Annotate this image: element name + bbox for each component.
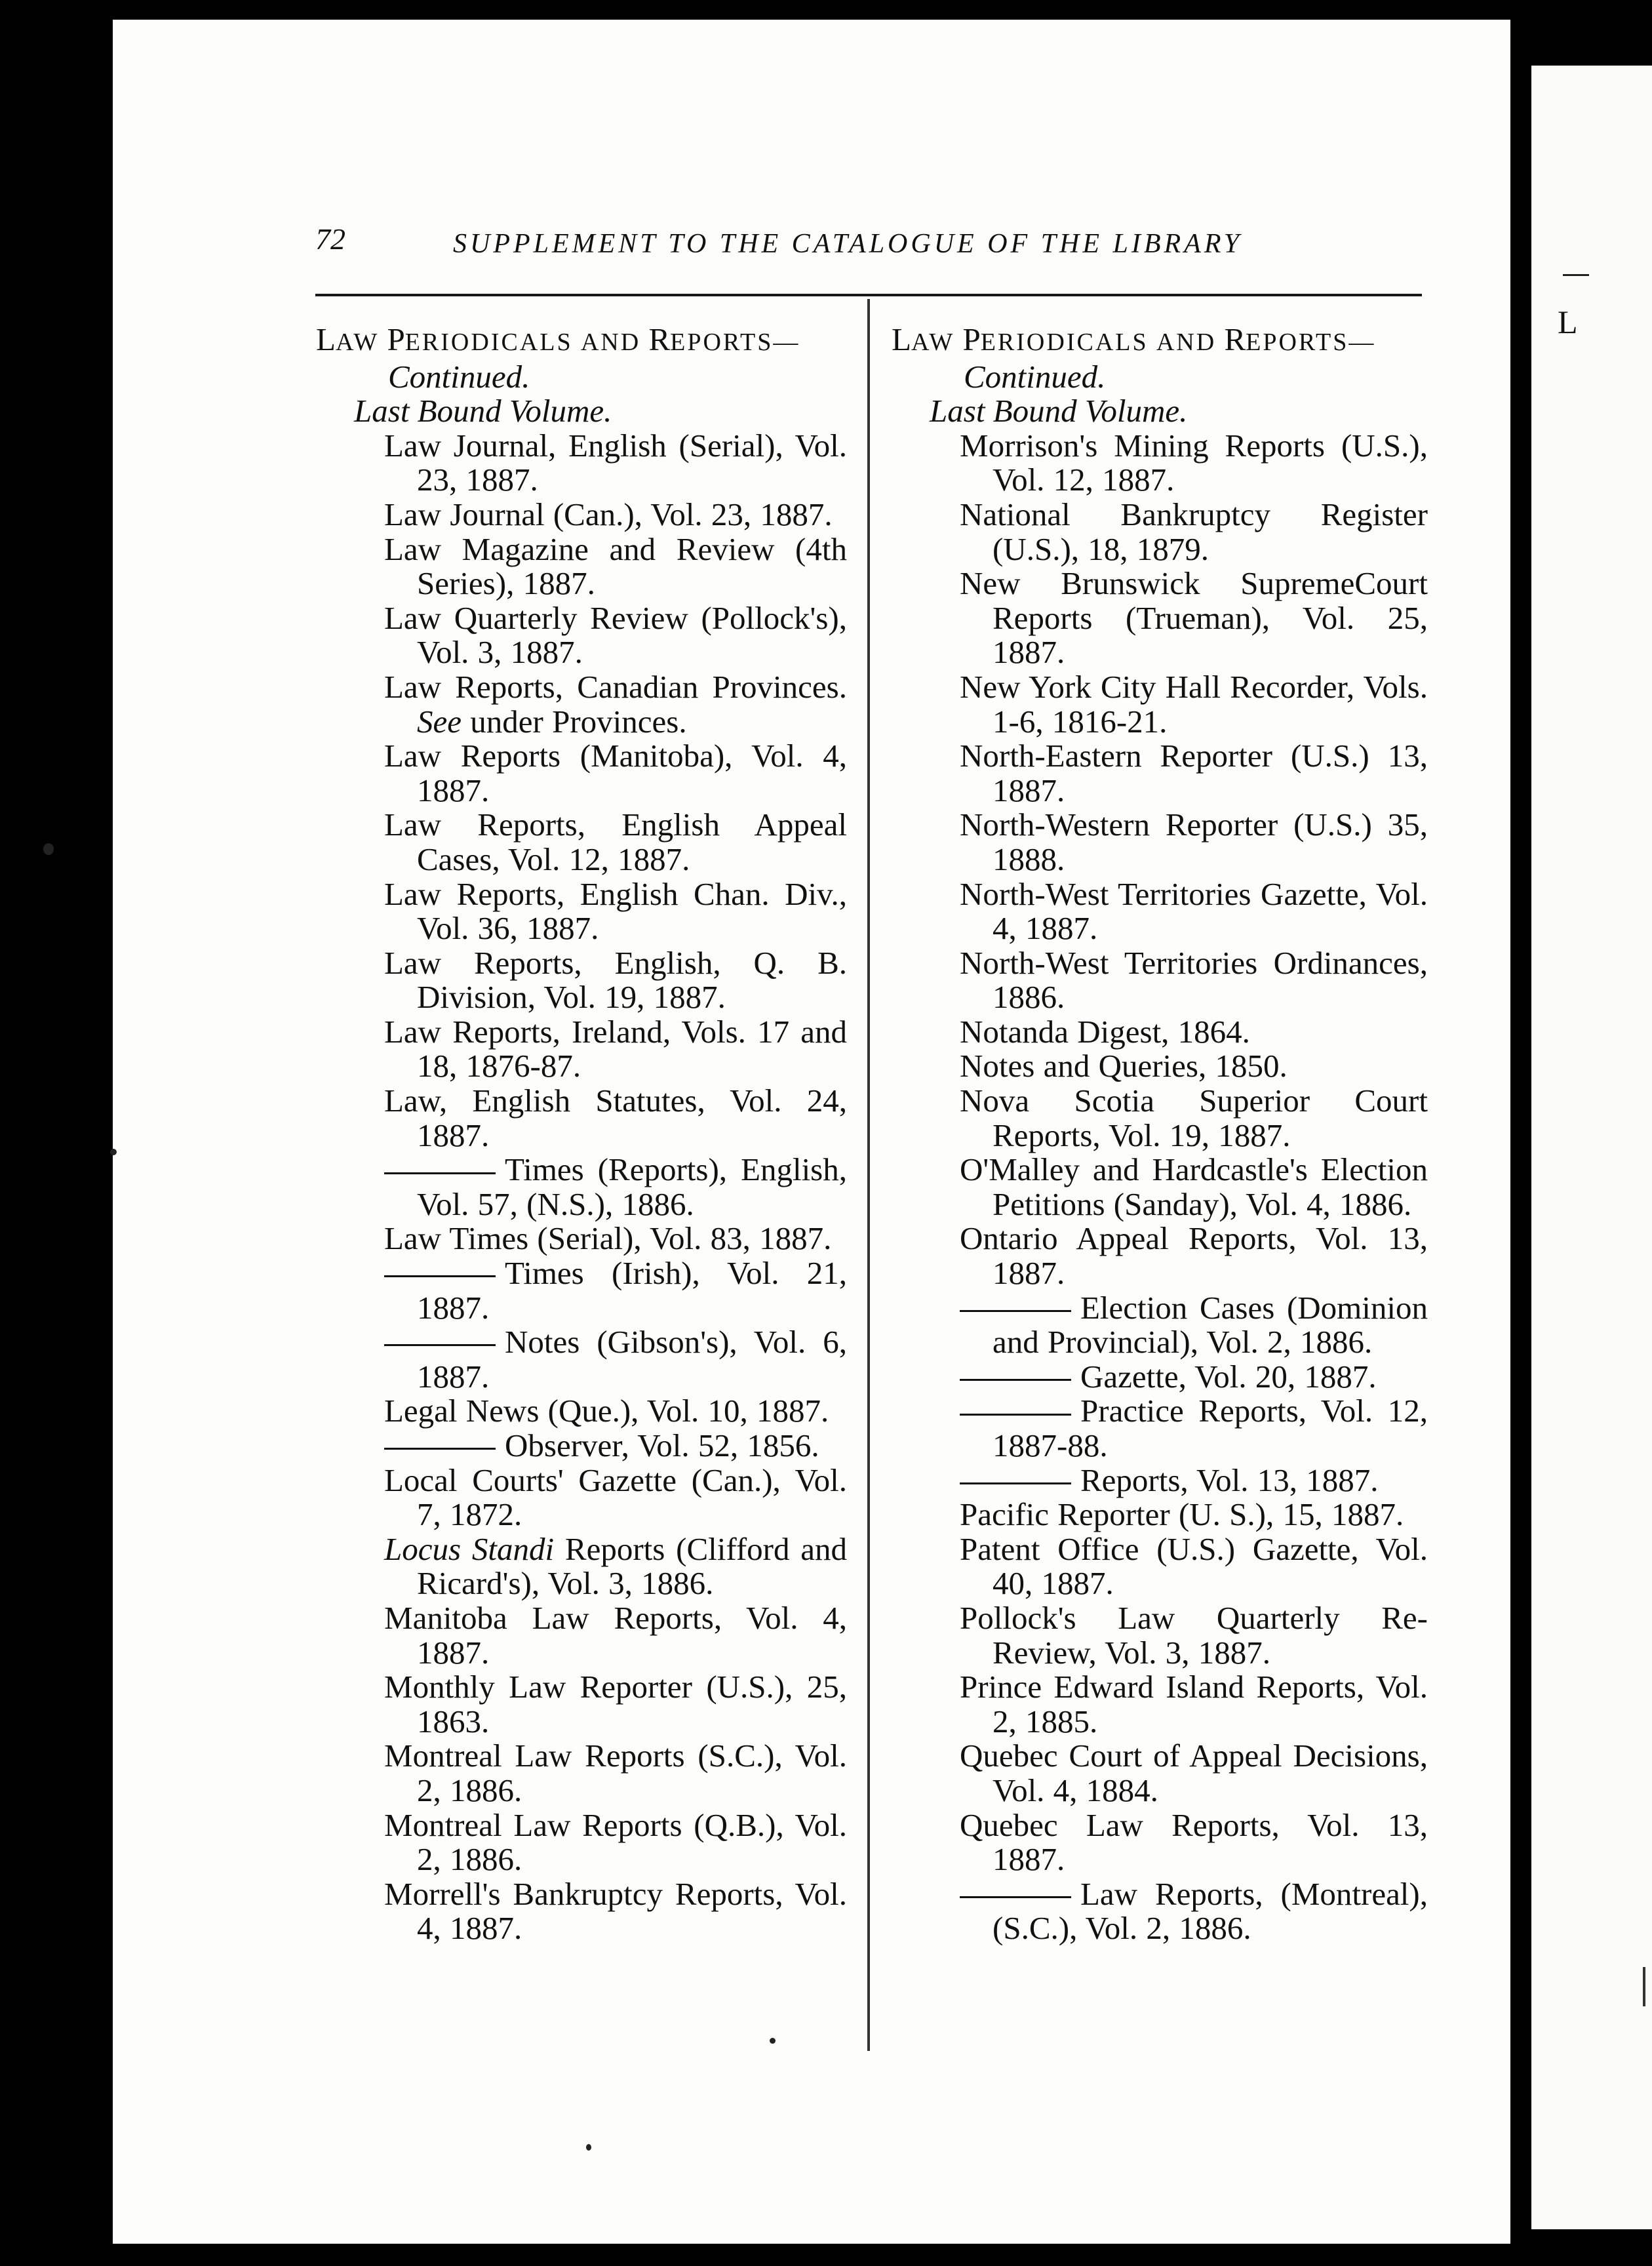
column-divider <box>867 299 870 2051</box>
entry-text: Law Reports, Canadian Provinces. See under Provinces. <box>384 668 847 740</box>
catalogue-entry: Pacific Reporter (U. S.), 15, 1887. <box>960 1496 1404 1533</box>
catalogue-entry: Law Reports (Manitoba), Vol. 4, 1887. <box>384 738 847 808</box>
page-number: 72 <box>315 222 345 256</box>
catalogue-entry: Pollock's Law Quarterly Re-Review, Vol. 3, 1887. <box>960 1599 1428 1671</box>
see-reference: See <box>417 703 462 740</box>
ditto-dash <box>960 1379 1071 1381</box>
catalogue-entry: Manitoba Law Reports, Vol. 4, 1887. <box>384 1599 847 1671</box>
catalogue-entry-ditto <box>316 1256 847 1325</box>
catalogue-entry: Morrell's Bankruptcy Reports, Vol. 4, 1887. <box>384 1875 847 1947</box>
catalogue-entry: O'Malley and Hardcastle's Election Petitions (Sanday), Vol. 4, 1886. <box>960 1151 1428 1222</box>
section-continued: Continued. <box>964 358 1106 395</box>
catalogue-entry-ditto <box>892 1394 1428 1463</box>
ditto-dash <box>384 1344 496 1346</box>
right-column <box>892 323 1428 1946</box>
catalogue-entry: Quebec Court of Appeal Decisions, Vol. 4, 1884. <box>960 1738 1428 1808</box>
catalogue-entry-ditto <box>892 1877 1428 1946</box>
running-head: SUPPLEMENT TO THE CATALOGUE OF THE LIBRARY <box>453 229 1243 259</box>
catalogue-entry: Notes and Queries, 1850. <box>960 1048 1288 1084</box>
catalogue-entry: Montreal Law Reports (S.C.), Vol. 2, 1886. <box>384 1738 847 1808</box>
ink-speck <box>770 2038 776 2044</box>
entry-text: Law Reports, (Montreal), (S.C.), Vol. 2, 1886. <box>993 1875 1428 1947</box>
ink-speck <box>586 2144 591 2151</box>
catalogue-entry: North-Eastern Reporter (U.S.) 13, 1887. <box>960 738 1428 808</box>
left-column <box>316 323 847 1946</box>
catalogue-entry-ditto <box>316 1153 847 1222</box>
ditto-dash <box>960 1896 1071 1898</box>
ditto-dash <box>384 1275 496 1277</box>
catalogue-entry: Law Reports, English Chan. Div., Vol. 36, 1887. <box>384 875 847 947</box>
catalogue-entry-ditto <box>892 1463 1428 1498</box>
entry-text: Practice Reports, Vol. 12, 1887-88. <box>993 1393 1428 1463</box>
catalogue-entry-ditto <box>892 1291 1428 1360</box>
catalogue-entry-locus-standi <box>316 1532 847 1601</box>
catalogue-entry: Prince Edward Island Reports, Vol. 2, 1885. <box>960 1669 1428 1739</box>
subheading: Last Bound Volume. <box>930 393 1188 429</box>
entry-text: Reports (Clifford and Ricard's), Vol. 3, 1886. <box>417 1530 848 1602</box>
catalogue-entry: North-West Territories Gazette, Vol. 4, 1887. <box>960 875 1428 947</box>
entry-text: Times (Reports), English, Vol. 57, (N.S.), 1886. <box>417 1151 847 1222</box>
catalogue-entry: Montreal Law Reports (Q.B.), Vol. 2, 1886. <box>384 1806 847 1878</box>
ditto-dash <box>384 1172 496 1174</box>
catalogue-entry: Law Reports, English Appeal Cases, Vol. 12, 1887. <box>384 806 847 877</box>
catalogue-entry: Law Times (Serial), Vol. 83, 1887. <box>384 1220 832 1257</box>
subheading: Last Bound Volume. <box>354 393 612 429</box>
catalogue-entry-see <box>316 670 847 739</box>
ink-speck <box>43 843 54 855</box>
catalogue-entry: National Bankruptcy Register (U.S.), 18, 1879. <box>960 496 1428 567</box>
catalogue-entry: Quebec Law Reports, Vol. 13, 1887. <box>960 1806 1428 1878</box>
catalogue-entry: Notanda Digest, 1864. <box>960 1013 1250 1050</box>
catalogue-entry: Monthly Law Reporter (U.S.), 25, 1863. <box>384 1669 847 1739</box>
catalogue-entry: Legal News (Que.), Vol. 10, 1887. <box>384 1393 829 1429</box>
entry-text: Times (Irish), Vol. 21, 1887. <box>417 1255 847 1326</box>
ditto-dash <box>960 1310 1071 1312</box>
entry-text: Observer, Vol. 52, 1856. <box>505 1427 819 1463</box>
entry-text: Election Cases (Dominion and Provincial), Vol. 2, 1886. <box>993 1289 1428 1361</box>
facing-page-mark <box>1643 1967 1645 2006</box>
entry-text: Reports, Vol. 13, 1887. <box>1080 1461 1379 1498</box>
ditto-dash <box>960 1482 1071 1484</box>
catalogue-entry: Law Quarterly Review (Pollock's), Vol. 3, 1887. <box>384 599 847 671</box>
catalogue-entry: Law, English Statutes, Vol. 24, 1887. <box>384 1083 847 1153</box>
catalogue-entry-ditto <box>892 1360 1428 1395</box>
catalogue-entry: New York City Hall Recorder, Vols. 1-6, 1816-21. <box>960 668 1428 740</box>
catalogue-entry: Law Magazine and Review (4th Series), 1887. <box>384 530 847 602</box>
catalogue-entry: Morrison's Mining Reports (U.S.), Vol. 12, 1887. <box>960 427 1428 498</box>
catalogue-entry: Law Reports, English, Q. B. Division, Vol. 19, 1887. <box>384 944 847 1016</box>
facing-page-edge <box>1531 66 1652 2229</box>
section-continued: Continued. <box>388 358 530 395</box>
ditto-dash <box>960 1414 1071 1416</box>
facing-page-letter: L <box>1558 304 1578 340</box>
catalogue-entry: Nova Scotia Superior Court Reports, Vol. 19, 1887. <box>960 1083 1428 1153</box>
section-title: LAW PERIODICALS AND REPORTS— <box>316 321 800 357</box>
ditto-dash <box>384 1448 496 1450</box>
header-rule <box>315 294 1422 296</box>
catalogue-entry: Local Courts' Gazette (Can.), Vol. 7, 1872. <box>384 1461 847 1533</box>
section-title: LAW PERIODICALS AND REPORTS— <box>892 321 1376 357</box>
catalogue-entry: Ontario Appeal Reports, Vol. 13, 1887. <box>960 1220 1428 1292</box>
ink-speck <box>110 1149 117 1155</box>
catalogue-entry: Law Journal, English (Serial), Vol. 23, 1887. <box>384 427 847 498</box>
catalogue-entry: North-Western Reporter (U.S.) 35, 1888. <box>960 806 1428 877</box>
page-header <box>315 222 1390 268</box>
catalogue-entry: Law Journal (Can.), Vol. 23, 1887. <box>384 496 833 532</box>
catalogue-entry: Patent Office (U.S.) Gazette, Vol. 40, 1887. <box>960 1530 1428 1602</box>
catalogue-entry: Law Reports, Ireland, Vols. 17 and 18, 1876-87. <box>384 1013 847 1084</box>
entry-text: Notes (Gibson's), Vol. 6, 1887. <box>417 1324 847 1395</box>
catalogue-entry-ditto <box>316 1325 847 1394</box>
catalogue-entry: North-West Territories Ordinances, 1886. <box>960 944 1428 1016</box>
facing-page-dash <box>1563 274 1589 276</box>
entry-text: Gazette, Vol. 20, 1887. <box>1080 1358 1377 1395</box>
catalogue-entry: New Brunswick SupremeCourt Reports (Trueman), Vol. 25, 1887. <box>960 565 1428 671</box>
entry-italic-title: Locus Standi <box>384 1530 555 1567</box>
catalogue-entry-ditto <box>316 1429 847 1463</box>
